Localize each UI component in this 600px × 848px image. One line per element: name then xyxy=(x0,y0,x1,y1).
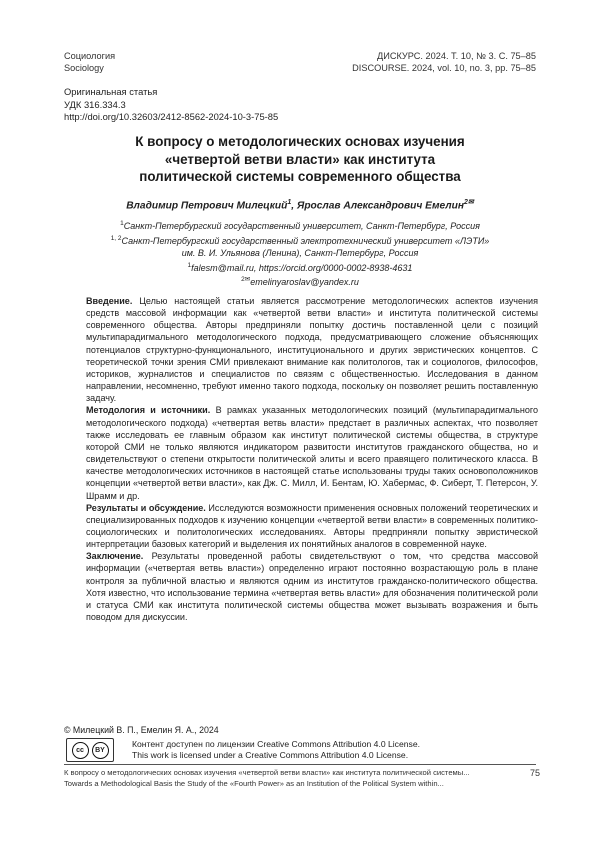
journal-section-header xyxy=(64,50,115,74)
author-1-contacts: $^1$falesm@mail.ru, https://orcid.org/0000-0002-8938-4631 xyxy=(187,261,413,273)
affiliation-2-cont: им. В. И. Ульянова (Ленина), Санкт-Петербург, Россия xyxy=(181,248,419,258)
by-icon: BY xyxy=(92,742,109,759)
abstract xyxy=(86,295,538,623)
author-name: Владимир Петрович Милецкий xyxy=(126,200,288,212)
author-list xyxy=(64,198,536,211)
doi-link[interactable]: http://doi.org/10.32603/2412-8562-2024-10-3-75-85 xyxy=(64,111,279,122)
license-ru: Контент доступен по лицензии Creative Commons Attribution 4.0 License. xyxy=(132,739,421,749)
title-line-2: «четвертой ветви власти» как института xyxy=(164,151,436,167)
abstract-results: Результаты и обсуждение. Исследуются возможности применения основных положений теоретических и специализированных подходов к изучению концепции «четвертой ветви власти» в современных политико-социологических и политологических исследованиях. Авторы предприняли попытку эвристической интерпретации базовых категорий и выделения их понятийных аналогов в современной науке. xyxy=(86,502,538,550)
author-affiliation-marker: 2✉ xyxy=(464,199,474,206)
license-en: This work is licensed under a Creative Commons Attribution 4.0 License. xyxy=(132,750,409,760)
email-link[interactable]: emelinyaroslav@yandex.ru xyxy=(250,277,359,287)
affiliation-2: $^{1, 2}$Санкт-Петербургский государственный электротехнический университет «ЛЭТИ» xyxy=(110,234,490,246)
section-en: Sociology xyxy=(64,63,104,73)
abstract-methods: Методология и источники. В рамках указанных методологических позиций (мультипарадигмального методологического подхода) «четвертая ветвь власти» предстает в различных аспектах, что позволяет также исследовать ее главным образом как институт политической системы общества, в структуре которой СМИ не только являются индикатором развитости институтов гражданского общества, но и свидетельствуют о степени открытости политической элиты и всего правящего политического класса. В качестве методологических источников в настоящей статье использованы труды таких основоположников концепции «четвертой ветви власти», как Дж. С. Милл, И. Бентам, Ю. Хабермас, Ф. Сиберт, Т. Петерсон, У. Шрамм и др. xyxy=(86,405,539,501)
affiliations xyxy=(64,218,536,289)
journal-citation-header xyxy=(352,50,536,74)
license-text xyxy=(132,739,420,761)
citation-ru: ДИСКУРС. 2024. Т. 10, № 3. С. 75–85 xyxy=(377,51,536,61)
page-number: 75 xyxy=(529,768,540,778)
citation-en: DISCOURSE. 2024, vol. 10, no. 3, pp. 75–85 xyxy=(352,63,536,73)
running-title xyxy=(64,767,470,789)
article-title xyxy=(64,133,536,186)
running-title-en: Towards a Methodological Basis the Study of the «Fourth Power» as an Institution of the Political System within... xyxy=(64,779,444,788)
email-link[interactable]: falesm@mail.ru, https://orcid.org/0000-0002-8938-4631 xyxy=(191,262,413,273)
section-ru: Социология xyxy=(64,51,116,61)
cc-icon: cc xyxy=(72,742,89,759)
affiliation-1: $^1$Санкт-Петербургский государственный университет, Санкт-Петербург, Россия xyxy=(120,220,480,231)
article-meta xyxy=(64,86,278,124)
copyright-line: © Милецкий В. П., Емелин Я. А., 2024 xyxy=(64,725,219,735)
section-label: Введение. xyxy=(86,296,133,306)
udc-code: УДК 316.334.3 xyxy=(64,98,126,110)
abstract-conclusion: Заключение. Результаты проведенной работы свидетельствуют о том, что средства массовой информации («четвертая ветвь власти») определенно играют постоянно возрастающую роль в плане контроля за публичной властью и являются одним из институтов гражданско-политического общества. Хотя известно, что использование термина «четвертая ветвь власти» для обозначения политической роли и статуса СМИ как института политической системы общества может вызывать возражения и быть поводом для дискуссии. xyxy=(86,551,538,623)
title-line-3: политической системы современного общества xyxy=(139,169,461,184)
author-name: Ярослав Александрович Емелин xyxy=(296,200,465,212)
title-line-1: К вопросу о методологических основах изучения xyxy=(135,134,465,149)
article-type: Оригинальная статья xyxy=(64,86,158,97)
section-label: Методология и источники. xyxy=(86,405,211,416)
section-label: Результаты и обсуждение. xyxy=(86,502,206,513)
cc-by-license-icon[interactable] xyxy=(66,738,114,762)
footer-divider xyxy=(64,764,536,765)
author-2-contacts: $^{2✉}$emelinyaroslav@yandex.ru xyxy=(241,276,359,287)
author-separator: , xyxy=(291,200,297,212)
abstract-introduction: Введение. Целью настоящей статьи является рассмотрение методологических аспектов изучения средств массовой информации как «четвертой ветви власти» и института политической системы современного общества. Авторы предприняли попытку достичь поставленной цели с позиций мультипарадигмального методологического подхода, предусматривающего сложение объясняющих потенциалов структурно-функционального, институционального и других эвристических концептов. С теоретической точки зрения СМИ привлекают внимание как политологов, так и социологов, философов, историков, журналистов и специалистов по связям с общественностью. Исследования в данном направлении, несомненно, требуют именно такого подхода, поскольку он позволяет решить поставленную задачу. xyxy=(86,296,538,404)
section-label: Заключение. xyxy=(86,551,144,562)
author-affiliation-marker: 1 xyxy=(287,199,292,206)
running-title-ru: К вопросу о методологических основах изучения «четвертой ветви власти» как института политической системы... xyxy=(64,768,470,777)
